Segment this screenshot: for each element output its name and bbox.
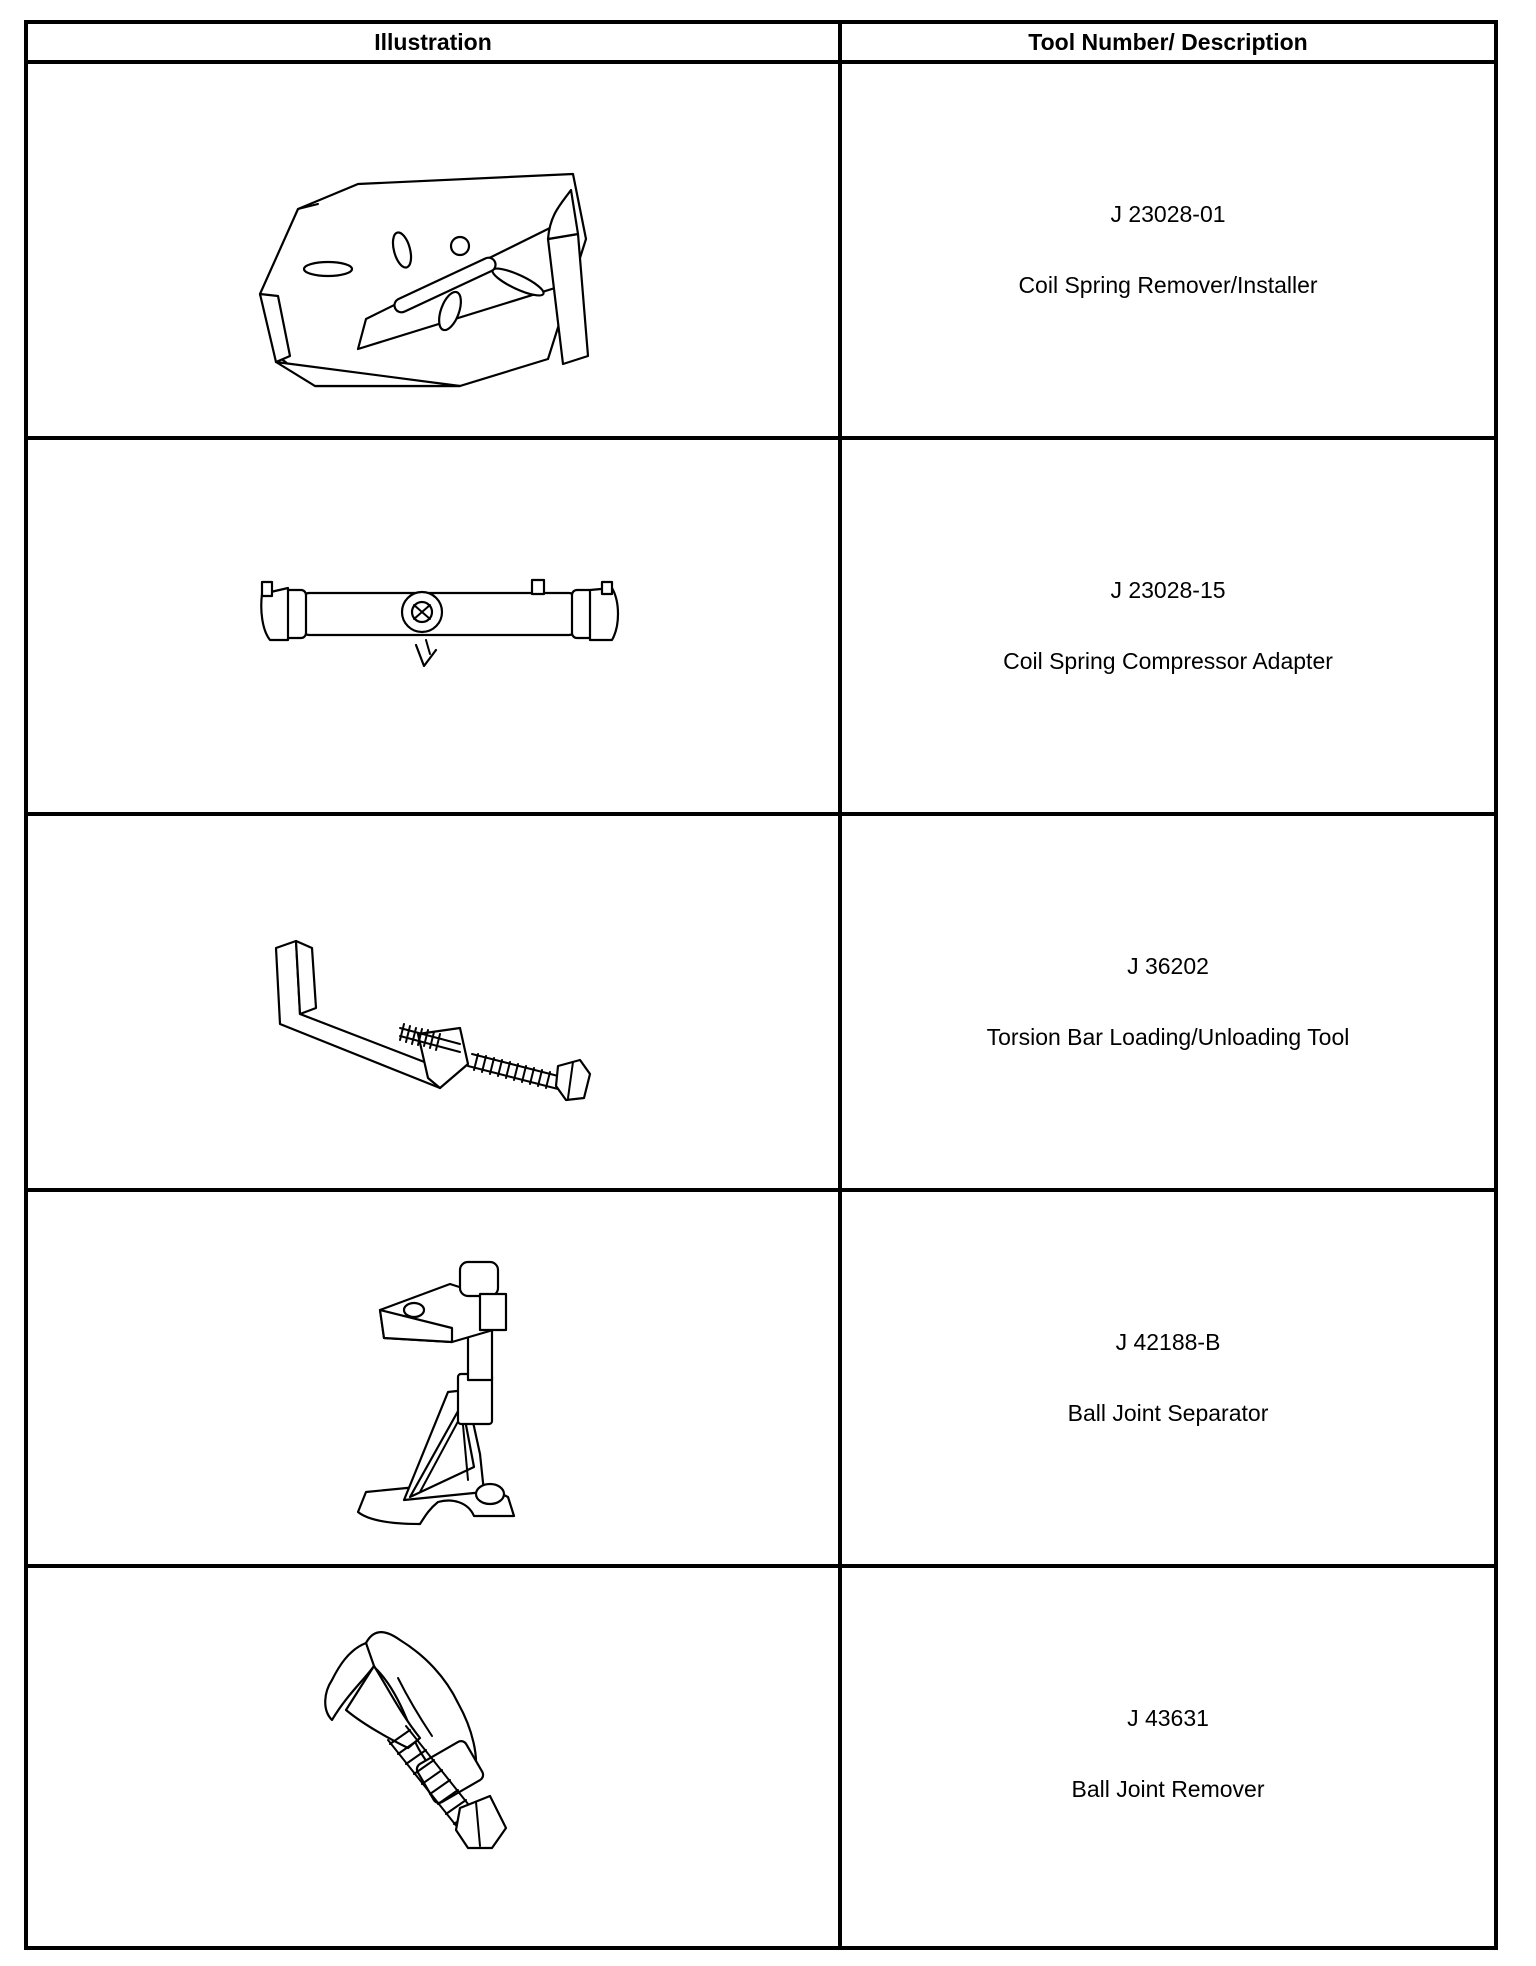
- illustration-cell: [28, 816, 838, 1188]
- ball-joint-separator-illustration: [28, 1192, 838, 1564]
- torsion-bar-tool-illustration: [28, 816, 838, 1188]
- tool-number: J 36202: [1127, 953, 1209, 979]
- tool-description: Coil Spring Remover/Installer: [1018, 272, 1318, 298]
- table-row: [28, 440, 1494, 816]
- tool-description-cell: [842, 816, 1494, 1188]
- tool-description: Ball Joint Separator: [1067, 1400, 1269, 1426]
- table-row: [28, 816, 1494, 1192]
- tool-number: J 43631: [1127, 1705, 1209, 1731]
- table-header: [28, 24, 1494, 64]
- tool-description-cell: [842, 1192, 1494, 1564]
- illustration-cell: [28, 440, 838, 812]
- ball-joint-remover-illustration: [28, 1568, 838, 1940]
- special-tools-table: [24, 20, 1498, 1950]
- illustration-cell: [28, 1192, 838, 1564]
- header-tool-description: Tool Number/ Description: [1028, 28, 1308, 55]
- tool-number: J 23028-15: [1110, 577, 1226, 603]
- illustration-cell: [28, 64, 838, 436]
- tool-number: J 23028-01: [1110, 201, 1226, 227]
- table-row: [28, 1568, 1494, 1944]
- tool-description: Coil Spring Compressor Adapter: [1003, 648, 1333, 674]
- table-row: [28, 64, 1494, 440]
- tool-description: Ball Joint Remover: [1071, 1776, 1265, 1802]
- tool-description-cell: [842, 440, 1494, 812]
- tool-description: Torsion Bar Loading/Unloading Tool: [986, 1024, 1350, 1050]
- tool-description-cell: [842, 1568, 1494, 1940]
- coil-spring-compressor-adapter-illustration: [28, 440, 838, 812]
- tool-number: J 42188-B: [1115, 1329, 1221, 1355]
- header-illustration: Illustration: [374, 28, 492, 55]
- illustration-cell: [28, 1568, 838, 1944]
- coil-spring-remover-installer-illustration: [28, 64, 838, 436]
- tool-description-cell: [842, 64, 1494, 436]
- table-row: [28, 1192, 1494, 1568]
